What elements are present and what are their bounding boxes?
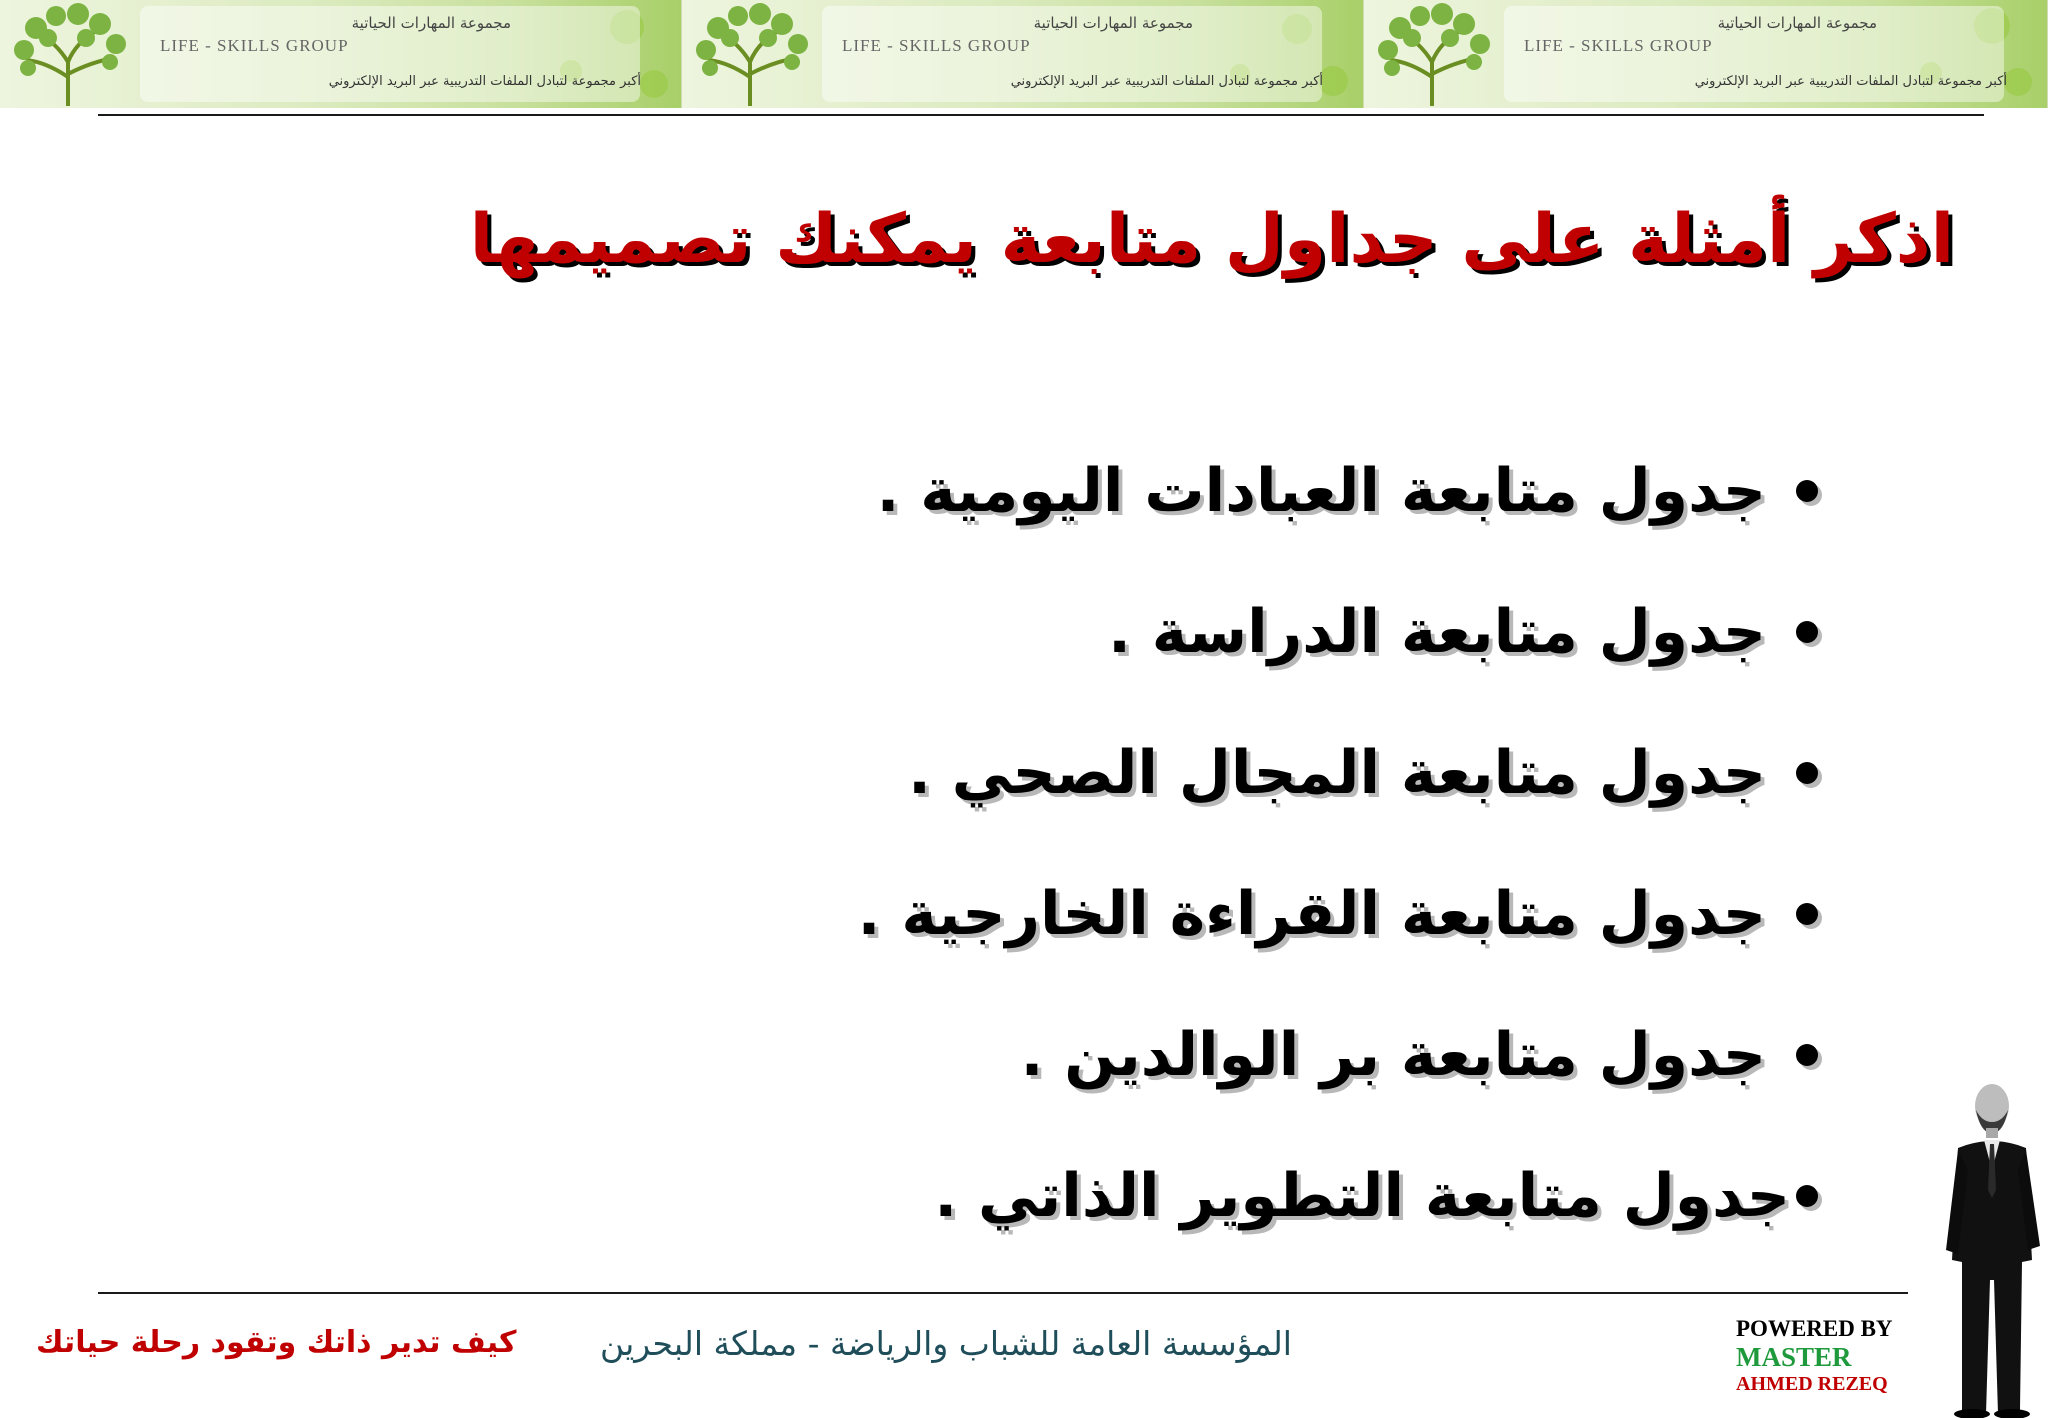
banner-tile [682,0,1364,108]
banner-arabic-title: مجموعة المهارات الحياتية [351,14,511,32]
banner-english-title: LIFE - SKILLS GROUP [160,36,349,55]
bullet-icon [1796,1185,1818,1207]
list-item [318,843,1818,984]
banner-english-title: LIFE - SKILLS GROUP [842,36,1031,55]
list-item [318,420,1818,561]
bullet-list [318,420,1818,1266]
tree-logo-icon [1370,2,1500,106]
header-banner [0,0,2048,108]
list-item [318,984,1818,1125]
list-item [318,561,1818,702]
organization-name: المؤسسة العامة للشباب والرياضة - مملكة البحرين [600,1324,1292,1363]
course-title: كيف تدير ذاتك وتقود رحلة حياتك [36,1325,517,1360]
banner-tagline: أكبر مجموعة لتبادل الملفات التدريبية عبر البريد الإلكتروني [328,74,641,89]
list-item [318,1125,1818,1266]
bullet-text: جدول متابعة العبادات اليومية . [876,455,1766,526]
footer-divider [98,1292,1908,1294]
master-label: MASTER [1736,1342,1852,1373]
presenter-figure [1936,1070,2048,1418]
bullet-text: جدول متابعة الدراسة . [1108,596,1766,667]
tree-logo-icon [6,2,136,106]
bullet-icon [1796,1044,1818,1066]
bullet-text: جدول متابعة التطوير الذاتي . [934,1160,1790,1231]
banner-tagline: أكبر مجموعة لتبادل الملفات التدريبية عبر البريد الإلكتروني [1010,74,1323,89]
banner-tile [0,0,682,108]
bullet-text: جدول متابعة القراءة الخارجية . [857,878,1766,949]
powered-by-block [1736,1316,1926,1396]
bullet-text: جدول متابعة بر الوالدين . [1020,1019,1766,1090]
slide-title: اذكر أمثلة على جداول متابعة يمكنك تصميمها [469,200,1954,279]
banner-arabic-title: مجموعة المهارات الحياتية [1033,14,1193,32]
bullet-icon [1796,762,1818,784]
banner-tagline: أكبر مجموعة لتبادل الملفات التدريبية عبر البريد الإلكتروني [1694,74,2007,89]
header-divider [98,114,1984,116]
bullet-icon [1796,621,1818,643]
banner-english-title: LIFE - SKILLS GROUP [1524,36,1713,55]
banner-tile [1364,0,2048,108]
tree-logo-icon [688,2,818,106]
banner-arabic-title: مجموعة المهارات الحياتية [1717,14,1877,32]
bullet-text: جدول متابعة المجال الصحي . [908,737,1766,808]
author-name: AHMED REZEQ [1736,1373,1888,1396]
powered-by-label: POWERED BY [1736,1316,1893,1341]
list-item [318,702,1818,843]
bullet-icon [1796,903,1818,925]
bullet-icon [1796,480,1818,502]
